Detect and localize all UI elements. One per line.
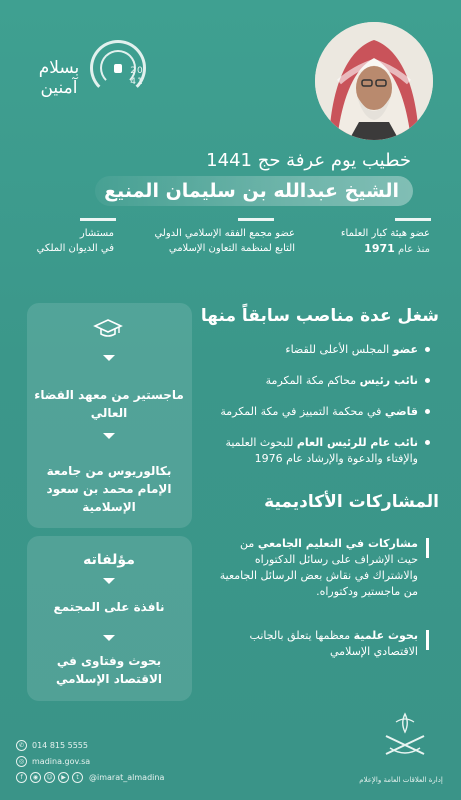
youtube-icon[interactable]: ▶ [58, 772, 69, 783]
publications-title: مؤلفاته [83, 552, 135, 568]
bullet-dot [425, 409, 430, 414]
bullet-bar [426, 538, 429, 558]
page-title: خطيب يوم عرفة حج 1441 [206, 150, 411, 171]
footer-org: إدارة العلاقات العامة والإعلام [359, 776, 443, 784]
divider-dash [395, 218, 431, 221]
chevron-down-icon [103, 635, 115, 641]
portrait-image [315, 22, 433, 140]
facebook-icon[interactable]: f [16, 772, 27, 783]
bullet-dot [425, 440, 430, 445]
divider-dash [238, 218, 274, 221]
bullet-bar [426, 630, 429, 650]
logo-mark [114, 64, 122, 73]
publication-item-2: بحوث وفتاوى في الاقتصاد الإسلامي [55, 654, 162, 686]
name-banner [95, 176, 413, 206]
education-item-2: بكالوريوس من جامعة الإمام محمد بن سعود الإسلامية [46, 464, 172, 514]
footer-social: f ◉ ☺ ▶ t @imarat_almadina [16, 772, 164, 783]
bullet-dot [425, 347, 430, 352]
phone-icon: ✆ [16, 740, 27, 751]
chevron-down-icon [103, 433, 115, 439]
footer-phone: ✆ 014 815 5555 [16, 740, 88, 751]
logo-text: بسلام آمنين [38, 58, 80, 98]
position-item-3: قاضي في محكمة التمييز في مكة المكرمة [220, 405, 418, 418]
academic-title: المشاركات الأكاديمية [264, 492, 439, 512]
academic-item-1: مشاركات في التعليم الجامعي من حيث الإشراف على رسائل الدكتوراه والاشتراك في نقاش بعض الرسائل الجامعية من ماجستير ودكتوراه. [219, 537, 418, 598]
chevron-down-icon [103, 578, 115, 584]
person-name: الشيخ عبدالله بن سليمان المنيع [104, 180, 399, 202]
position-item-1: عضو المجلس الأعلى للقضاء [285, 343, 418, 356]
academic-item-2: بحوث علمية معظمها يتعلق بالجانب الاقتصادي الإسلامي [249, 629, 418, 658]
role-3: مستشار في الديوان الملكي [36, 228, 114, 254]
instagram-icon[interactable]: ◉ [30, 772, 41, 783]
bullet-dot [425, 378, 430, 383]
saudi-emblem-icon [372, 710, 438, 760]
role-2: عضو مجمع الفقه الإسلامي الدولي التابع لمنظمة التعاون الإسلامي [154, 228, 295, 254]
snapchat-icon[interactable]: ☺ [44, 772, 55, 783]
position-item-2: نائب رئيس محاكم مكة المكرمة [265, 374, 418, 387]
publication-item-1: نافذة على المجتمع [53, 600, 165, 614]
twitter-icon[interactable]: t [72, 772, 83, 783]
chevron-down-icon [103, 355, 115, 361]
education-item-1: ماجستير من معهد القضاء العالي [34, 388, 184, 420]
logo-year: 20 41 [130, 66, 144, 87]
globe-icon: ◎ [16, 756, 27, 767]
graduation-cap-icon [93, 318, 123, 342]
positions-title: شغل عدة مناصب سابقاً منها [200, 306, 439, 326]
divider-dash [80, 218, 116, 221]
footer-website: ◎ madina.gov.sa [16, 756, 90, 767]
role-1: عضو هيئة كبار العلماء منذ عام 1971 [340, 228, 430, 255]
position-item-4: نائب عام للرئيس العام للبحوث العلمية والإفتاء والدعوة والإرشاد عام 1976 [225, 436, 418, 465]
